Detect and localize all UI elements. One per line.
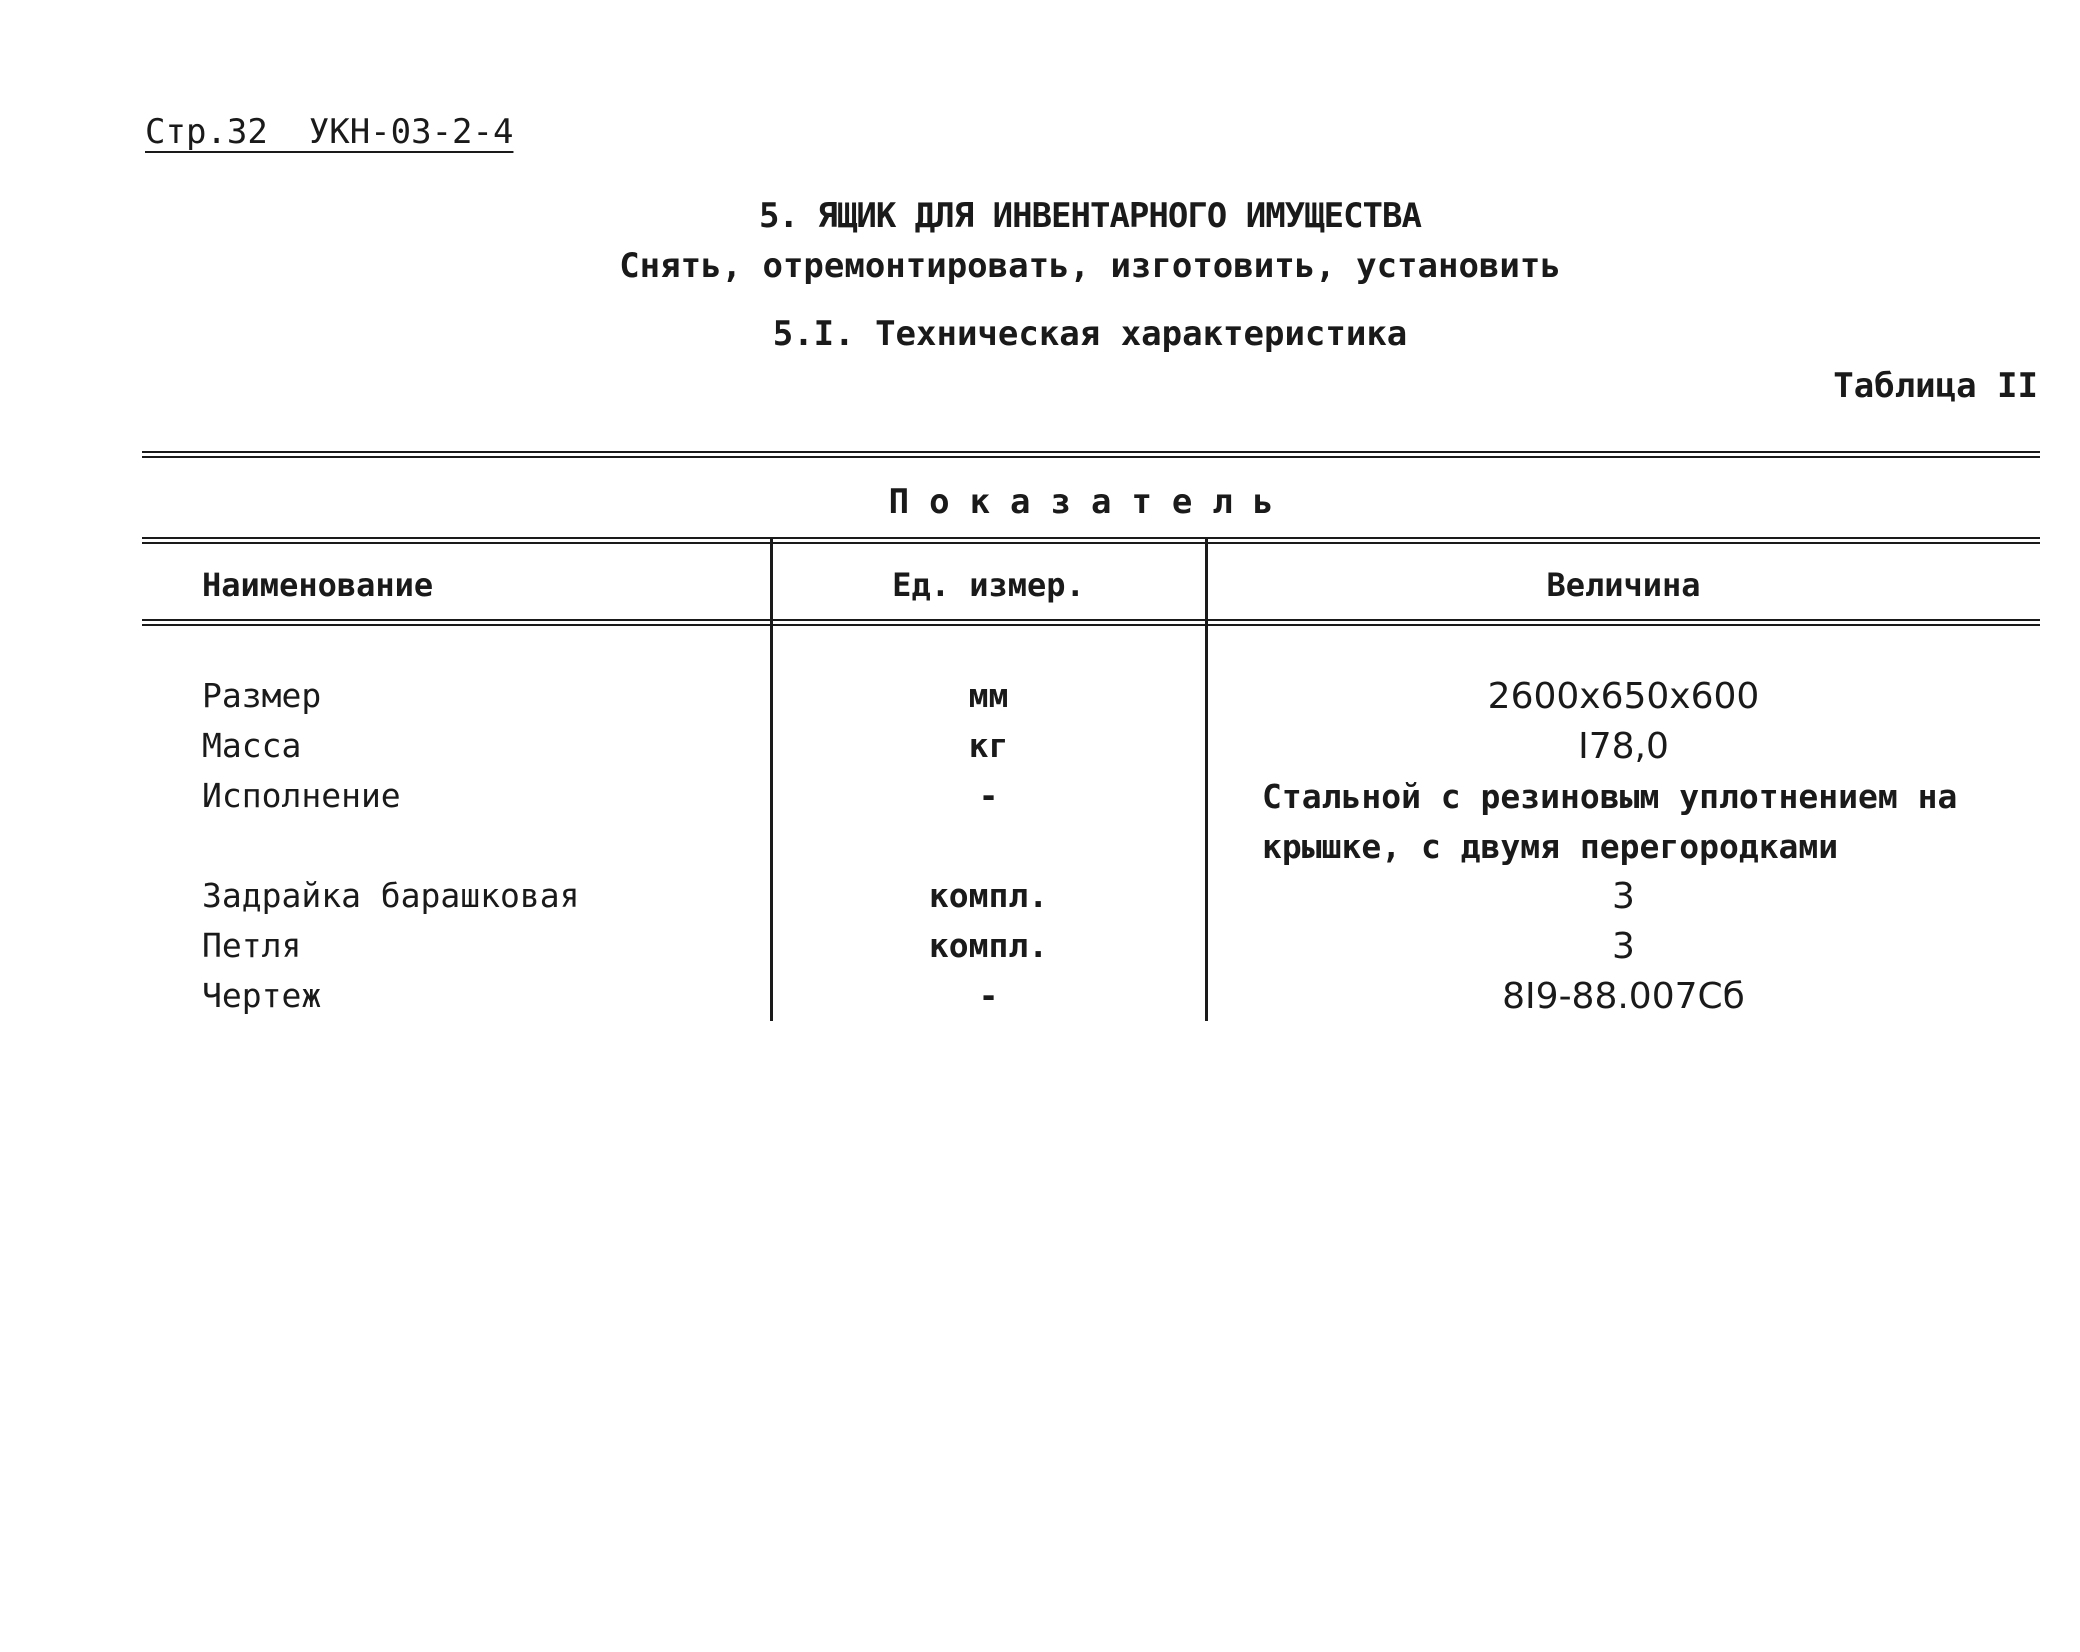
page-reference: Стр.32 УКН-03-2-4 (145, 112, 514, 152)
section-title: 5. ЯЩИК ДЛЯ ИНВЕНТАРНОГО ИМУЩЕСТВА (759, 196, 1421, 236)
row-value: 8I9-88.007Сб (1502, 976, 1745, 1017)
row-unit: - (978, 776, 999, 815)
row-unit: мм (968, 676, 1009, 715)
row-name: Исполнение (202, 776, 401, 815)
table-row (0, 926, 2080, 976)
row-value: Стальной с резиновым уплотнением на крышке, с двумя перегородками (1262, 777, 1958, 866)
column-header-name: Наименование (202, 566, 434, 604)
table-row (0, 776, 2080, 876)
row-unit: кг (968, 726, 1009, 765)
table-row (0, 726, 2080, 776)
row-name: Масса (202, 726, 302, 765)
table-group-rule (142, 537, 2040, 544)
subsection-title: 5.I. Техническая характеристика (772, 314, 1408, 354)
table-row (0, 976, 2080, 1026)
row-value: 3 (1612, 876, 1635, 917)
row-unit: компл. (928, 876, 1049, 915)
row-name: Петля (202, 926, 302, 965)
row-value: 2600x650x600 (1487, 676, 1760, 717)
row-name: Задрайка барашковая (202, 876, 580, 915)
action-line: Снять, отремонтировать, изготовить, установить (619, 246, 1561, 286)
row-unit: компл. (928, 926, 1049, 965)
table-header-rule (142, 619, 2040, 626)
column-header-unit: Ед. измер. (892, 566, 1085, 604)
column-header-value: Величина (1546, 566, 1701, 604)
row-value: 3 (1612, 926, 1635, 967)
row-name: Размер (202, 676, 322, 715)
table-top-rule (142, 451, 2040, 458)
row-unit: - (978, 976, 999, 1015)
table-label: Таблица II (1833, 366, 2038, 406)
table-body (0, 676, 2080, 1026)
table-row (0, 876, 2080, 926)
row-name: Чертеж (202, 976, 322, 1015)
row-value: I78,0 (1578, 726, 1669, 767)
table-row (0, 676, 2080, 726)
table-group-header: Показатель (888, 482, 1294, 522)
